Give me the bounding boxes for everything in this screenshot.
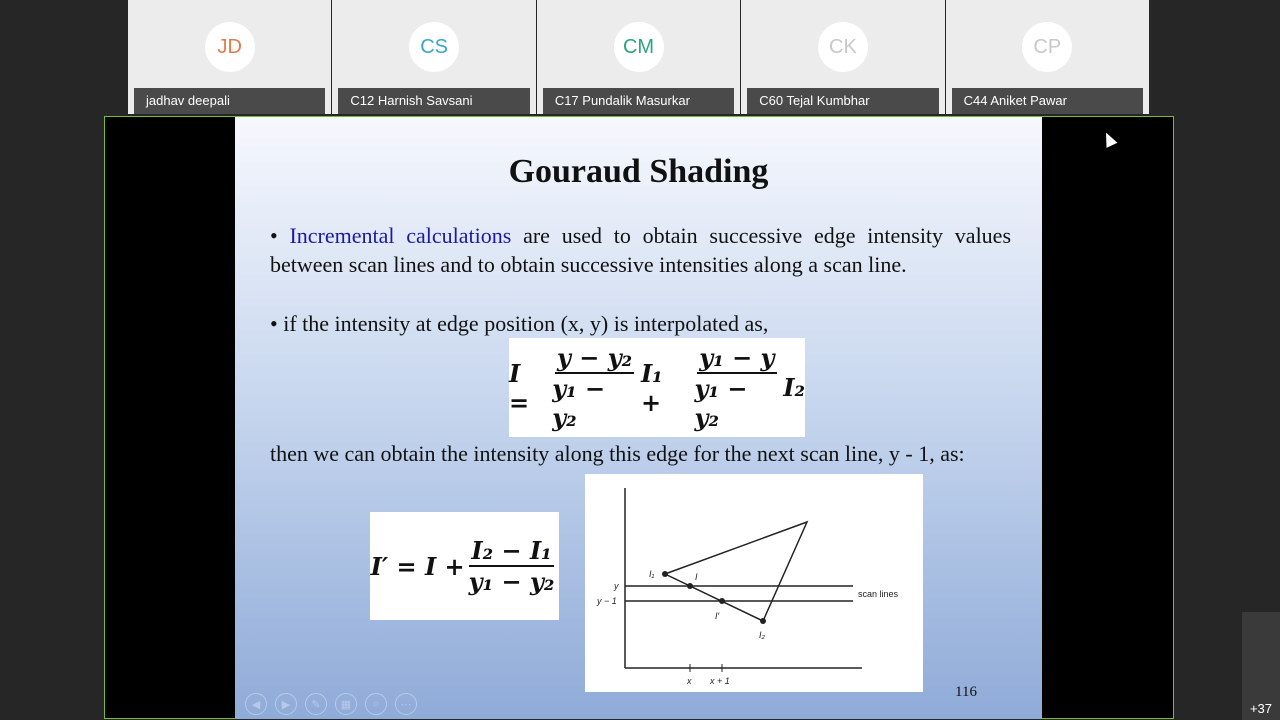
bullet-2: • if the intensity at edge position (x, y) is interpolated as,	[270, 311, 769, 336]
participant-tile[interactable]	[537, 0, 740, 114]
equation-interpolation	[509, 338, 805, 437]
slide	[235, 117, 1042, 719]
page-number: 116	[955, 684, 977, 700]
eq-lhs: I′ = I +	[370, 551, 465, 581]
participant-tile[interactable]	[741, 0, 944, 114]
eq-term: I₂	[783, 373, 805, 402]
highlight-text: Incremental calculations	[289, 223, 512, 248]
participant-strip	[128, 0, 1149, 114]
shared-screen	[104, 116, 1174, 719]
participant-name: C12 Harnish Savsani	[338, 88, 529, 114]
avatar: CP	[1022, 22, 1072, 72]
previous-icon[interactable]: ◀	[245, 693, 267, 715]
participant-tile[interactable]	[128, 0, 331, 114]
participant-tile[interactable]	[332, 0, 535, 114]
label-i1: I₁	[649, 569, 655, 579]
slide-title: Gouraud Shading	[508, 153, 769, 190]
more-icon[interactable]: ⋯	[395, 693, 417, 715]
participant-name: jadhav deepali	[134, 88, 325, 114]
label-y: y	[614, 581, 619, 591]
avatar: CK	[818, 22, 868, 72]
bullet-text: if the intensity at edge position (x, y) is interpolated as,	[283, 311, 769, 336]
scan-line-diagram	[585, 474, 923, 692]
avatar: JD	[205, 22, 255, 72]
triangle	[665, 522, 807, 621]
equation-incremental	[370, 512, 559, 620]
pen-icon[interactable]: ✎	[305, 693, 327, 715]
avatar: CS	[409, 22, 459, 72]
label-i2: I₂	[759, 630, 765, 640]
fraction: $\frac{\text{I₂ − I₁}}{\text{y₁ − y₂}}$	[468, 536, 555, 596]
participant-name: C44 Aniket Pawar	[952, 88, 1143, 114]
point-i-prime	[719, 598, 725, 604]
next-icon[interactable]: ▶	[275, 693, 297, 715]
participant-name: C17 Pundalik Masurkar	[543, 88, 734, 114]
eq-term: I₁ +	[640, 358, 663, 417]
slideshow-controls	[245, 693, 417, 715]
avatar: CM	[614, 22, 664, 72]
eq-lhs: I =	[509, 358, 530, 417]
label-x-plus-1: x + 1	[710, 676, 730, 686]
label-i-prime: I′	[715, 611, 720, 621]
label-y-1: y − 1	[597, 596, 617, 606]
label-i: I	[695, 572, 698, 582]
vertex-i2	[760, 618, 766, 624]
paragraph-3: then we can obtain the intensity along this edge for the next scan line, y - 1, as:	[270, 441, 965, 466]
bullet-1: • Incremental calculations are used to obtain successive edge intensity values between scan lines and to obtain successive intensities along a scan line.	[270, 223, 1012, 277]
label-scan-lines: scan lines	[858, 589, 899, 599]
participant-tile[interactable]	[946, 0, 1149, 114]
fraction: $\frac{\text{y₁ − y}}{\text{y₁ − y₂}}$	[694, 343, 775, 432]
fraction: $\frac{\text{y − y₂}}{\text{y₁ − y₂}}$	[552, 343, 633, 432]
point-i	[687, 583, 693, 589]
zoom-icon[interactable]: ⌕	[365, 693, 387, 715]
label-x: x	[687, 676, 692, 686]
vertex-i1	[662, 571, 668, 577]
more-participants-button[interactable]: +37	[1242, 612, 1280, 720]
participant-name: C60 Tejal Kumbhar	[747, 88, 938, 114]
slides-icon[interactable]: ▦	[335, 693, 357, 715]
bullet-text: are used to obtain successive edge intensity values between scan lines and to obtain successive intensities along a scan line.	[270, 223, 1012, 277]
